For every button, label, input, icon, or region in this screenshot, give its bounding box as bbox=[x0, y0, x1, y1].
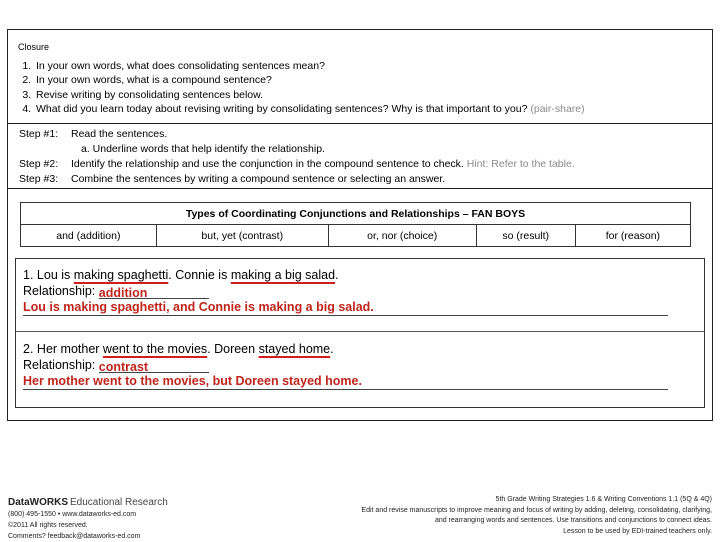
steps-box bbox=[7, 123, 713, 189]
relationship-blank: addition bbox=[99, 285, 209, 299]
pair-share-note: (pair-share) bbox=[530, 103, 585, 115]
closure-label: Closure bbox=[18, 42, 50, 52]
divider bbox=[16, 331, 704, 332]
example-2-relationship: Relationship: contrast bbox=[23, 357, 703, 373]
example-2 bbox=[23, 341, 703, 390]
step-2-hint: Hint: Refer to the table. bbox=[466, 158, 575, 170]
closure-section bbox=[18, 40, 708, 117]
relationship-blank: contrast bbox=[99, 359, 209, 373]
example-2-answer: Her mother went to the movies, but Doreen stayed home. bbox=[23, 373, 668, 390]
footer-copyright: ©2011 All rights reserved. bbox=[8, 522, 88, 529]
example-1 bbox=[23, 267, 703, 316]
example-1-relationship: Relationship: addition bbox=[23, 283, 703, 299]
step-1: Step #1: Read the sentences. bbox=[19, 128, 168, 140]
table-cell: so (result) bbox=[476, 225, 575, 247]
closure-item: 3. Revise writing by consolidating sentences below. bbox=[34, 88, 708, 103]
footer-standards: 5th Grade Writing Strategies 1.6 & Writing Conventions 1.1 (5Q & 4Q) Edit and revise manuscripts to improve meaning and focus of writing by adding, deleting, consolidating, clarifying, and rearranging words and sentences. Use transitions and conjunctions to connect ideas. Lesson to be used by EDI-trained teachers only. bbox=[361, 496, 712, 535]
closure-item: 1. In your own words, what does consolidating sentences mean? bbox=[34, 59, 708, 74]
closure-item: 2. In your own words, what is a compound sentence? bbox=[34, 73, 708, 88]
footer-phone: (800) 495-1550 • www.dataworks-ed.com bbox=[8, 511, 137, 518]
step-2: Step #2: Identify the relationship and use the conjunction in the compound sentence to check. Hint: Refer to the table. bbox=[19, 158, 575, 170]
practice-box bbox=[15, 258, 705, 408]
example-1-sentence: 1. Lou is making spaghetti. Connie is making a big salad. bbox=[23, 268, 339, 282]
conjunction-table bbox=[20, 202, 691, 247]
example-2-sentence: 2. Her mother went to the movies. Doreen stayed home. bbox=[23, 342, 334, 356]
table-cell: but, yet (contrast) bbox=[156, 225, 328, 247]
step-1a: a. Underline words that help identify the relationship. bbox=[81, 143, 325, 155]
closure-list bbox=[18, 59, 708, 117]
table-cell: or, nor (choice) bbox=[328, 225, 476, 247]
brand-logo: DataWORKS bbox=[8, 497, 69, 508]
closure-item: 4. What did you learn today about revising writing by consolidating sentences? Why is that important to you? (pair-share) bbox=[34, 102, 708, 117]
footer-brand: DataWORKS Educational Research (800) 495-1550 • www.dataworks-ed.com ©2011 All rights reserved. Comments? feedback@dataworks-ed.com bbox=[8, 497, 168, 540]
footer-comments: Comments? feedback@dataworks-ed.com bbox=[8, 533, 141, 540]
step-3: Step #3: Combine the sentences by writing a compound sentence or selecting an answer. bbox=[19, 173, 446, 185]
table-cell: for (reason) bbox=[575, 225, 690, 247]
table-cell: and (addition) bbox=[21, 225, 157, 247]
table-title: Types of Coordinating Conjunctions and Relationships – FAN BOYS bbox=[21, 203, 691, 225]
example-1-answer: Lou is making spaghetti, and Connie is making a big salad. bbox=[23, 299, 668, 316]
